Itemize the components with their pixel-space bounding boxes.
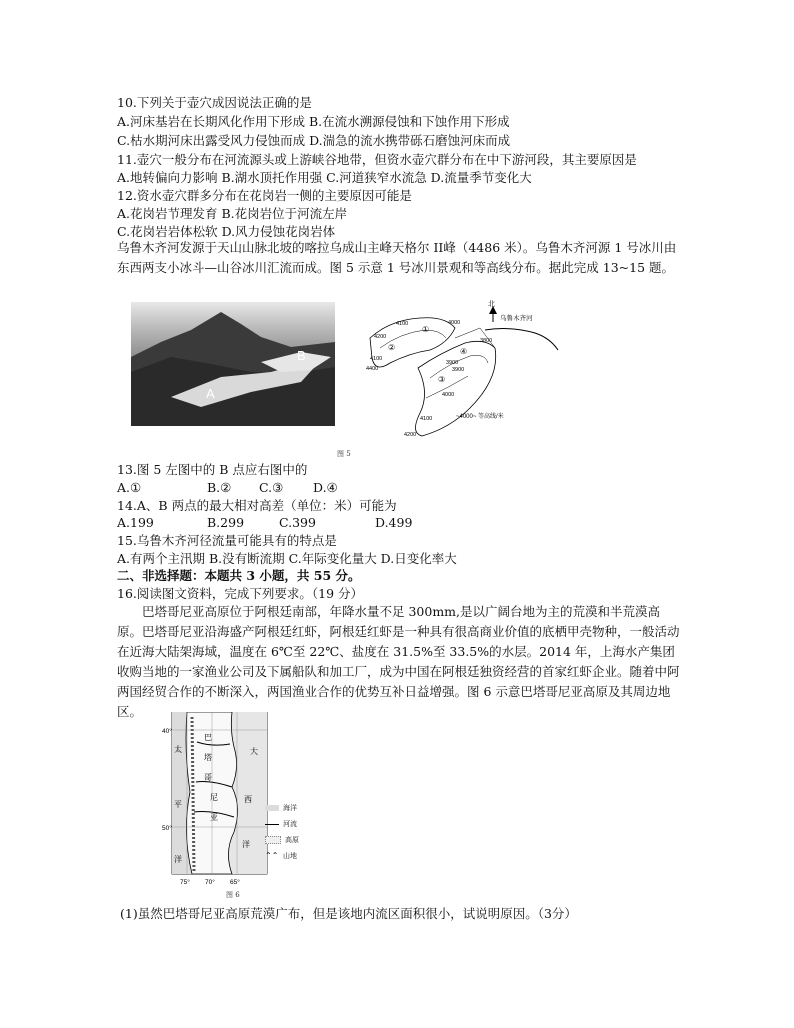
contour-label: 4100 xyxy=(370,356,383,362)
legend-plateau: 高原 xyxy=(265,832,315,848)
map-text: 哥 xyxy=(204,773,212,782)
glacier-photo xyxy=(131,302,335,426)
lat-label: 40° xyxy=(162,728,172,735)
q14-option-c: C.399 xyxy=(279,515,316,530)
contour-label: 4200 xyxy=(404,432,417,438)
river-line xyxy=(485,329,558,350)
q16-material: 巴塔哥尼亚高原位于阿根廷南部，年降水量不足 300mm,是以广阔台地为主的荒漠和半荒漠高原。巴塔哥尼亚沿海盛产阿根廷红虾，阿根廷红虾是一种具有很高商业价值的底栖甲壳物种，一般活动在近海大陆架海域，温度在 6℃至 22℃、盐度在 31.5%至 33.5%的水层。2014 年，上海水产集团收购当地的一家渔业公司及下属船队和加工厂，成为中国在阿根廷独资经营的首家红虾企业。随着中阿两国经贸合作的不断深入，两国渔业合作的优势互补日益增强。图 6 示意巴塔哥尼亚高原及其周边地区。 xyxy=(117,604,680,719)
fig5-caption: 图 5 xyxy=(337,450,351,458)
q13-options xyxy=(117,480,338,496)
q10-options-cd: C.枯水期河床出露受风力侵蚀而成 D.湍急的流水携带砾石磨蚀河床而成 xyxy=(117,133,511,148)
contour-label: 4000 xyxy=(442,392,455,398)
map-text: 塔 xyxy=(204,753,212,762)
q14-option-a: A.199 xyxy=(117,515,154,530)
region-2: ② xyxy=(388,343,396,352)
map-text: 西 xyxy=(244,795,252,804)
contour-legend: ~4000~ 等高线/米 xyxy=(456,414,504,420)
photo-label-a: A xyxy=(206,386,215,401)
legend-river: 河流 xyxy=(265,816,315,832)
q12-options-cd: C.花岗岩岩体松软 D.风力侵蚀花岗岩体 xyxy=(117,224,336,239)
q11-options: A.地转偏向力影响 B.湖水顶托作用强 C.河道狭窄水流急 D.流量季节变化大 xyxy=(117,170,532,185)
map-text: 平 xyxy=(174,800,182,809)
q15-stem: 15.乌鲁木齐河径流量可能具有的特点是 xyxy=(117,533,337,548)
contour-label: 3800 xyxy=(480,338,493,344)
q12-stem: 12.资水壶穴群多分布在花岗岩一侧的主要原因可能是 xyxy=(117,188,412,203)
contour-label: 4400 xyxy=(366,366,379,372)
photo-label-b: B xyxy=(297,348,306,363)
map-text: 亚 xyxy=(210,813,218,822)
lat-label: 50° xyxy=(162,825,172,832)
map-text: 洋 xyxy=(242,840,250,849)
contour-label: 4200 xyxy=(374,334,387,340)
q10-stem: 10.下列关于壶穴成因说法正确的是 xyxy=(117,95,312,110)
map-text: 尼 xyxy=(210,793,218,802)
lon-label: 65° xyxy=(230,879,240,886)
north-label: 北 xyxy=(488,301,495,308)
q13-option-d: D.④ xyxy=(313,480,338,495)
contour-label: 3900 xyxy=(446,360,459,366)
q16-sub1: (1)虽然巴塔哥尼亚高原荒漠广布，但是该地内流区面积很小，试说明原因。（3分） xyxy=(120,906,577,921)
q13-option-c: C.③ xyxy=(259,480,284,495)
map-text: 太 xyxy=(174,745,182,754)
q15-options: A.有两个主汛期 B.没有断流期 C.年际变化量大 D.日变化率大 xyxy=(117,551,457,566)
contour-label: 4100 xyxy=(420,416,433,422)
section2-heading: 二、非选择题：本题共 3 小题，共 55 分。 xyxy=(117,568,361,583)
q13-stem: 13.图 5 左图中的 B 点应右图中的 xyxy=(117,462,308,477)
contour-label: 4100 xyxy=(396,321,409,327)
map-text: 大 xyxy=(250,747,258,756)
q14-options xyxy=(117,515,412,531)
mountain-icon: ⌃⌃ xyxy=(265,851,279,860)
q14-option-d: D.499 xyxy=(375,515,413,530)
fig6-caption: 图 6 xyxy=(226,891,240,899)
q11-stem: 11.壶穴一般分布在河流源头或上游峡谷地带，但资水壶穴群分布在中下游河段，其主要原因是 xyxy=(117,152,637,167)
map-text: 洋 xyxy=(174,855,182,864)
legend-mountain: ⌃⌃ 山地 xyxy=(265,848,315,864)
q14-stem: 14.A、B 两点的最大相对高差（单位：米）可能为 xyxy=(117,498,397,513)
map-text: 巴 xyxy=(204,733,212,742)
legend-sea: 海洋 xyxy=(265,800,315,816)
q12-options-ab: A.花岗岩节理发育 B.花岗岩位于河流左岸 xyxy=(117,206,348,221)
region-3: ③ xyxy=(438,375,446,384)
region-1: ① xyxy=(422,325,430,334)
patagonia-map xyxy=(162,712,270,889)
river-label: 乌鲁木齐河 xyxy=(500,315,533,322)
q10-options-ab: A.河床基岩在长期风化作用下形成 B.在流水溯源侵蚀和下蚀作用下形成 xyxy=(117,114,510,129)
contour-label: 3900 xyxy=(452,367,465,373)
fig6-legend xyxy=(265,800,315,875)
contour-map xyxy=(360,298,560,443)
q16-stem: 16.阅读图文资料，完成下列要求。（19 分） xyxy=(117,586,364,601)
q14-option-b: B.299 xyxy=(207,515,245,530)
lon-label: 75° xyxy=(180,879,190,886)
region-4: ④ xyxy=(460,347,468,356)
q13-option-b: B.② xyxy=(207,480,232,495)
q13-option-a: A.① xyxy=(117,480,142,495)
lon-label: 70° xyxy=(205,879,215,886)
intro-13-15: 乌鲁木齐河发源于天山山脉北坡的喀拉乌成山主峰天格尔 II峰（4486 米）。乌鲁木齐河源 1 号冰川由东西两支小冰斗—山谷冰川汇流而成。图 5 示意 1 号冰川景观和等高线分布。据此完成 13~15 题。 xyxy=(117,240,677,275)
contour-label: 4000 xyxy=(448,320,461,326)
